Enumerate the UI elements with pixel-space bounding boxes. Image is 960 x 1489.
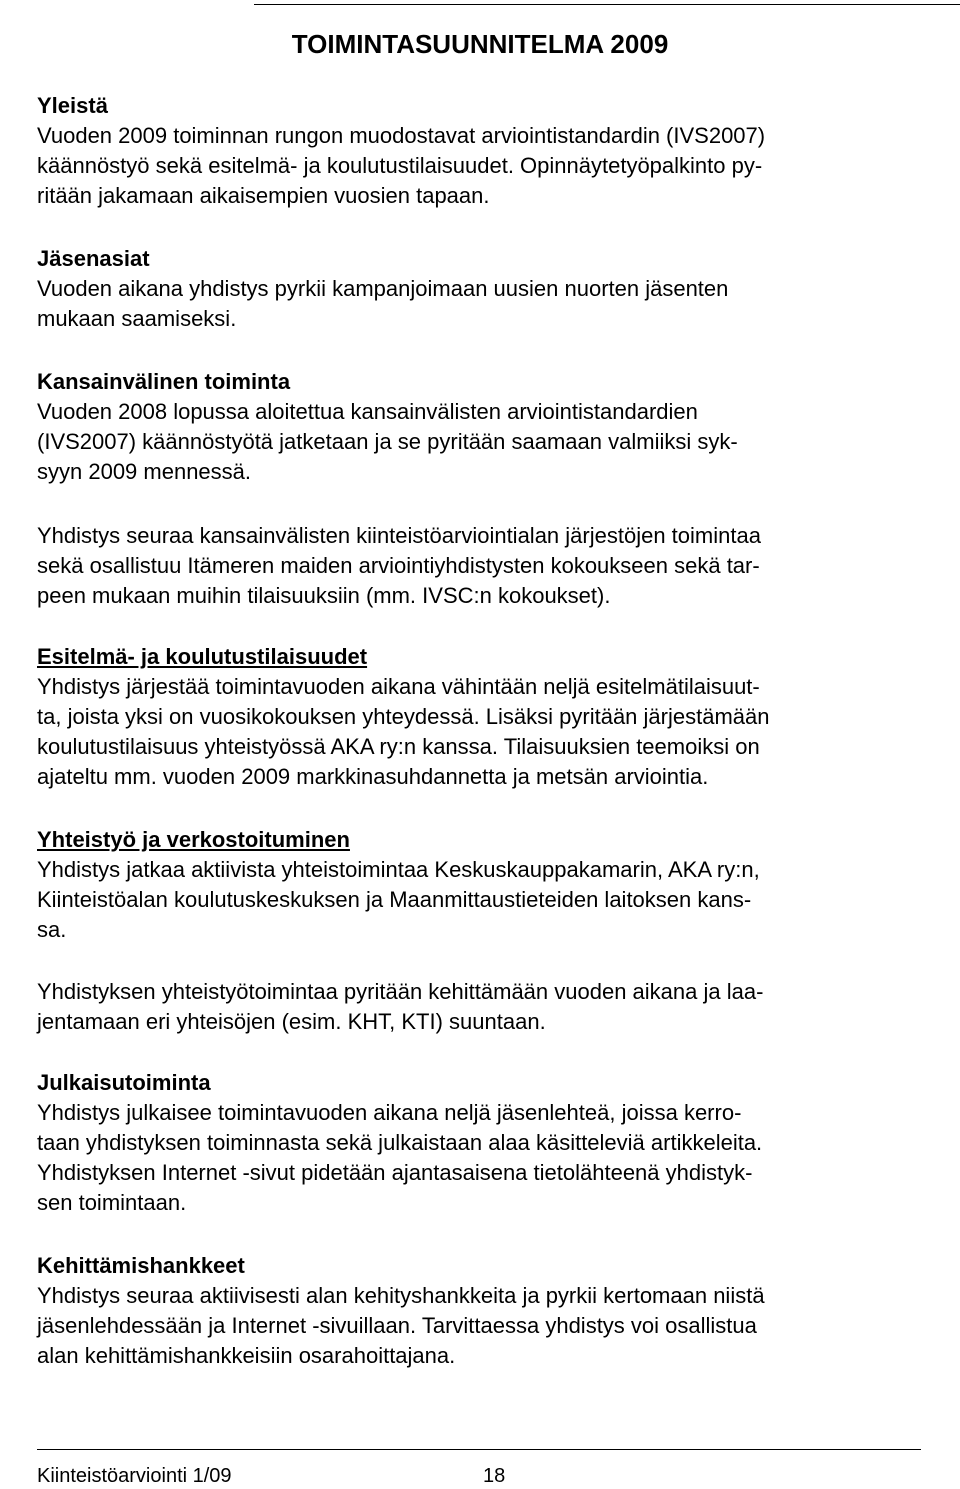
body-line: Yhdistys seuraa kansainvälisten kiinteistöarviointialan järjestöjen toimintaa xyxy=(37,523,761,548)
section-julkaisutoiminta xyxy=(37,1068,923,1218)
body-line: sekä osallistuu Itämeren maiden arviointiyhdistysten kokoukseen sekä tar- xyxy=(37,553,760,578)
paragraph-yhteistyotoimintaa xyxy=(37,977,923,1037)
body-line: koulutustilaisuus yhteistyössä AKA ry:n kanssa. Tilaisuuksien teemoiksi on xyxy=(37,734,760,759)
paragraph-yhdistys-seuraa xyxy=(37,521,923,611)
body-line: sa. xyxy=(37,917,67,942)
section-heading: Kansainvälinen toiminta xyxy=(37,369,291,394)
page-number: 18 xyxy=(483,1465,506,1487)
body-line: Kiinteistöalan koulutuskeskuksen ja Maanmittaustieteiden laitoksen kans- xyxy=(37,887,752,912)
body-line: Yhdistys seuraa aktiivisesti alan kehityshankkeita ja pyrkii kertomaan niistä xyxy=(37,1283,765,1308)
top-rule xyxy=(254,4,960,5)
section-heading: Jäsenasiat xyxy=(37,246,150,271)
body-line: Yhdistyksen Internet -sivut pidetään ajantasaisena tietolähteenä yhdistyk- xyxy=(37,1160,753,1185)
section-heading: Esitelmä- ja koulutustilaisuudet xyxy=(37,644,368,669)
body-line: Vuoden 2009 toiminnan rungon muodostavat arviointistandardin (IVS2007) xyxy=(37,123,766,148)
section-yleista xyxy=(37,91,923,211)
section-heading: Julkaisutoiminta xyxy=(37,1070,211,1095)
footer-rule xyxy=(37,1449,921,1450)
body-line: peen mukaan muihin tilaisuuksiin (mm. IVSC:n kokoukset). xyxy=(37,583,611,608)
body-line: ritään jakamaan aikaisempien vuosien tapaan. xyxy=(37,183,490,208)
section-heading: Kehittämishankkeet xyxy=(37,1253,245,1278)
body-line: ajateltu mm. vuoden 2009 markkinasuhdannetta ja metsän arviointia. xyxy=(37,764,709,789)
body-line: Yhdistyksen yhteistyötoimintaa pyritään kehittämään vuoden aikana ja laa- xyxy=(37,979,764,1004)
section-heading: Yhteistyö ja verkostoituminen xyxy=(37,827,350,852)
body-line: ta, joista yksi on vuosikokouksen yhteydessä. Lisäksi pyritään järjestämään xyxy=(37,704,770,729)
body-line: mukaan saamiseksi. xyxy=(37,306,237,331)
footer-publication: Kiinteistöarviointi 1/09 xyxy=(37,1465,232,1487)
section-esitelma-koulutustilaisuudet xyxy=(37,642,923,792)
body-line: sen toimintaan. xyxy=(37,1190,187,1215)
body-line: Yhdistys jatkaa aktiivista yhteistoimintaa Keskuskauppakamarin, AKA ry:n, xyxy=(37,857,760,882)
body-line: jentamaan eri yhteisöjen (esim. KHT, KTI) suuntaan. xyxy=(37,1009,546,1034)
body-line: Yhdistys järjestää toimintavuoden aikana vähintään neljä esitelmätilaisuut- xyxy=(37,674,760,699)
section-kansainvalinen-toiminta xyxy=(37,367,923,487)
section-yhteistyo-verkostoituminen xyxy=(37,825,923,945)
body-line: alan kehittämishankkeisiin osarahoittajana. xyxy=(37,1343,456,1368)
section-jasenasiat xyxy=(37,244,923,334)
body-line: Yhdistys julkaisee toimintavuoden aikana neljä jäsenlehteä, joissa kerro- xyxy=(37,1100,742,1125)
body-line: (IVS2007) käännöstyötä jatketaan ja se pyritään saamaan valmiiksi syk- xyxy=(37,429,738,454)
document-title: TOIMINTASUUNNITELMA 2009 xyxy=(291,29,669,59)
section-heading: Yleistä xyxy=(37,93,108,118)
body-line: käännöstyö sekä esitelmä- ja koulutustilaisuudet. Opinnäytetyöpalkinto py- xyxy=(37,153,763,178)
section-kehittamishankkeet xyxy=(37,1251,923,1371)
body-line: syyn 2009 mennessä. xyxy=(37,459,252,484)
body-line: taan yhdistyksen toiminnasta sekä julkaistaan alaa käsitteleviä artikkeleita. xyxy=(37,1130,763,1155)
body-line: jäsenlehdessään ja Internet -sivuillaan. Tarvittaessa yhdistys voi osallistua xyxy=(37,1313,757,1338)
body-line: Vuoden 2008 lopussa aloitettua kansainvälisten arviointistandardien xyxy=(37,399,698,424)
body-line: Vuoden aikana yhdistys pyrkii kampanjoimaan uusien nuorten jäsenten xyxy=(37,276,729,301)
